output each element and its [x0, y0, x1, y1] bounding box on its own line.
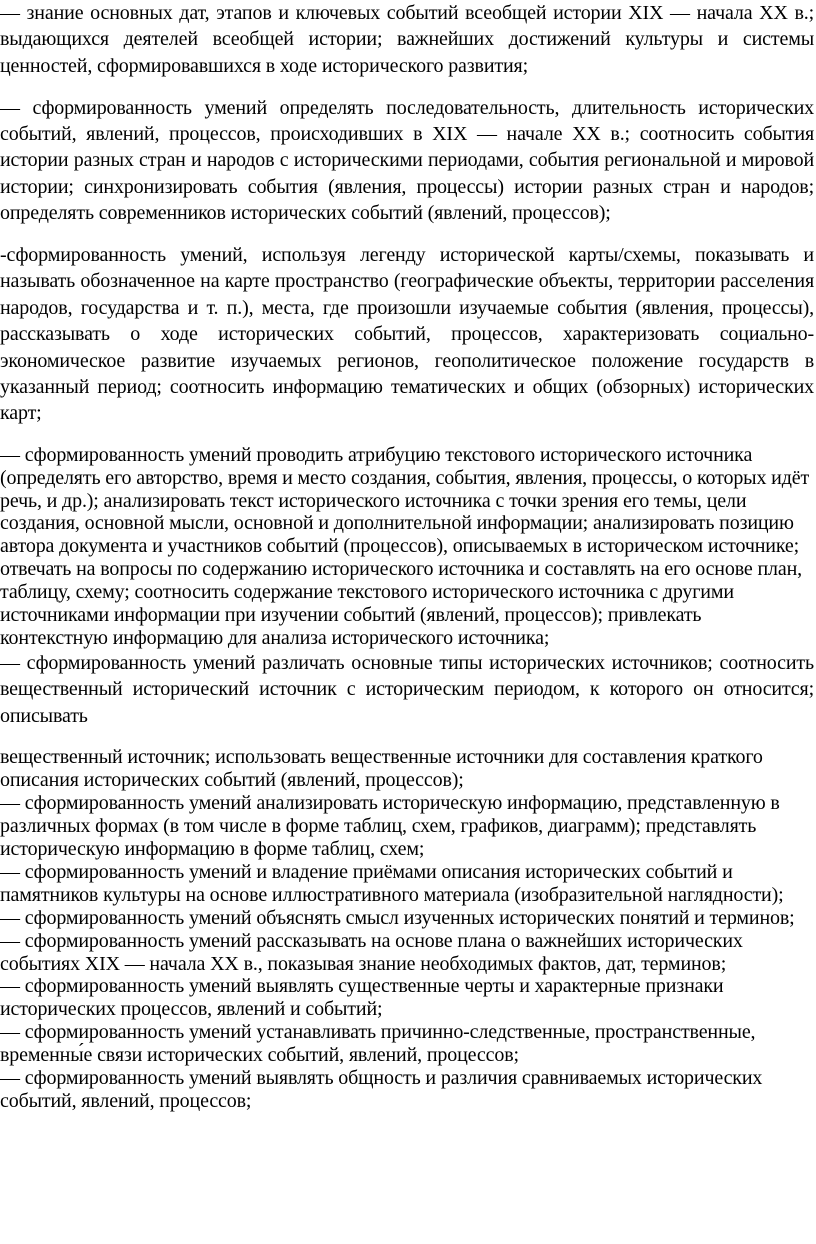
paragraph-map-skills: -сформированность умений, используя легенду исторической карты/схемы, показывать и называть обозначенное на карте пространство (географические объекты, территории расселения народов, государства и т. п.), места, где произошли изучаемые события (явления, процессы), рассказывать о ходе исторических событий, процессов, характеризовать социально-экономическое развитие изучаемых регионов, геополитическое положение государств в указанный период; соотносить информацию тематических и общих (обзорных) исторических карт; [0, 243, 814, 425]
paragraph-knowledge-of-dates: — знание основных дат, этапов и ключевых событий всеобщей истории XIX — начала XX в.; выдающихся деятелей всеобщей истории; важнейших достижений культуры и системы ценностей, сформировавшихся в ходе исторического развития; [0, 2, 814, 77]
paragraph-material-source-skills: вещественный источник; использовать вещественные источники для составления краткого описания исторических событий (явлений, процессов); — сформированность умений анализировать историческую информацию, представленную в различных формах (в том числе в форме таблиц, схем, графиков, диаграмм); представлять историческую информацию в форме таблиц, схем; — сформированность умений и владение приёмами описания исторических событий и памятников культуры на основе иллюстративного материала (изобразительной наглядности); — сформированность умений объяснять смысл изученных исторических понятий и терминов; — сформированность умений рассказывать на основе плана о важнейших исторических событиях XIX — начала XX в., показывая знание необходимых фактов, дат, терминов; — сформированность умений выявлять существенные черты и характерные признаки исторических процессов, явлений и событий; — сформированность умений устанавливать причинно-следственные, пространственные, временны́е связи исторических событий, явлений, процессов; — сформированность умений выявлять общность и различия сравниваемых исторических событий, явлений, процессов; [0, 746, 795, 1112]
paragraph-sequence-skills: — сформированность умений определять последовательность, длительность исторических событий, явлений, процессов, происходивших в XIX — начале XX в.; соотносить события истории разных стран и народов с историческими периодами, события региональной и мировой истории; синхронизировать события (явления, процессы) истории разных стран и народов; определять современников исторических событий (явлений, процессов); [0, 96, 814, 224]
paragraph-text-source-skills: — сформированность умений проводить атрибуцию текстового исторического источника (определять его авторство, время и место создания, события, явления, процессы, о которых идёт речь, и др.); анализировать текст исторического источника с точки зрения его темы, цели создания, основной мысли, основной и дополнительной информации; анализировать позицию автора документа и участников событий (процессов), описываемых в историческом источнике; отвечать на вопросы по содержанию исторического источника и составлять на его основе план, таблицу, схему; соотносить содержание текстового исторического источника с другими источниками информации при изучении событий (явлений, процессов); привлекать контекстную информацию для анализа исторического источника; [0, 443, 810, 649]
paragraph-source-types-skills: — сформированность умений различать основные типы исторических источников; соотносить вещественный исторический источник с историческим периодом, к которого он относится; описывать [0, 651, 814, 727]
